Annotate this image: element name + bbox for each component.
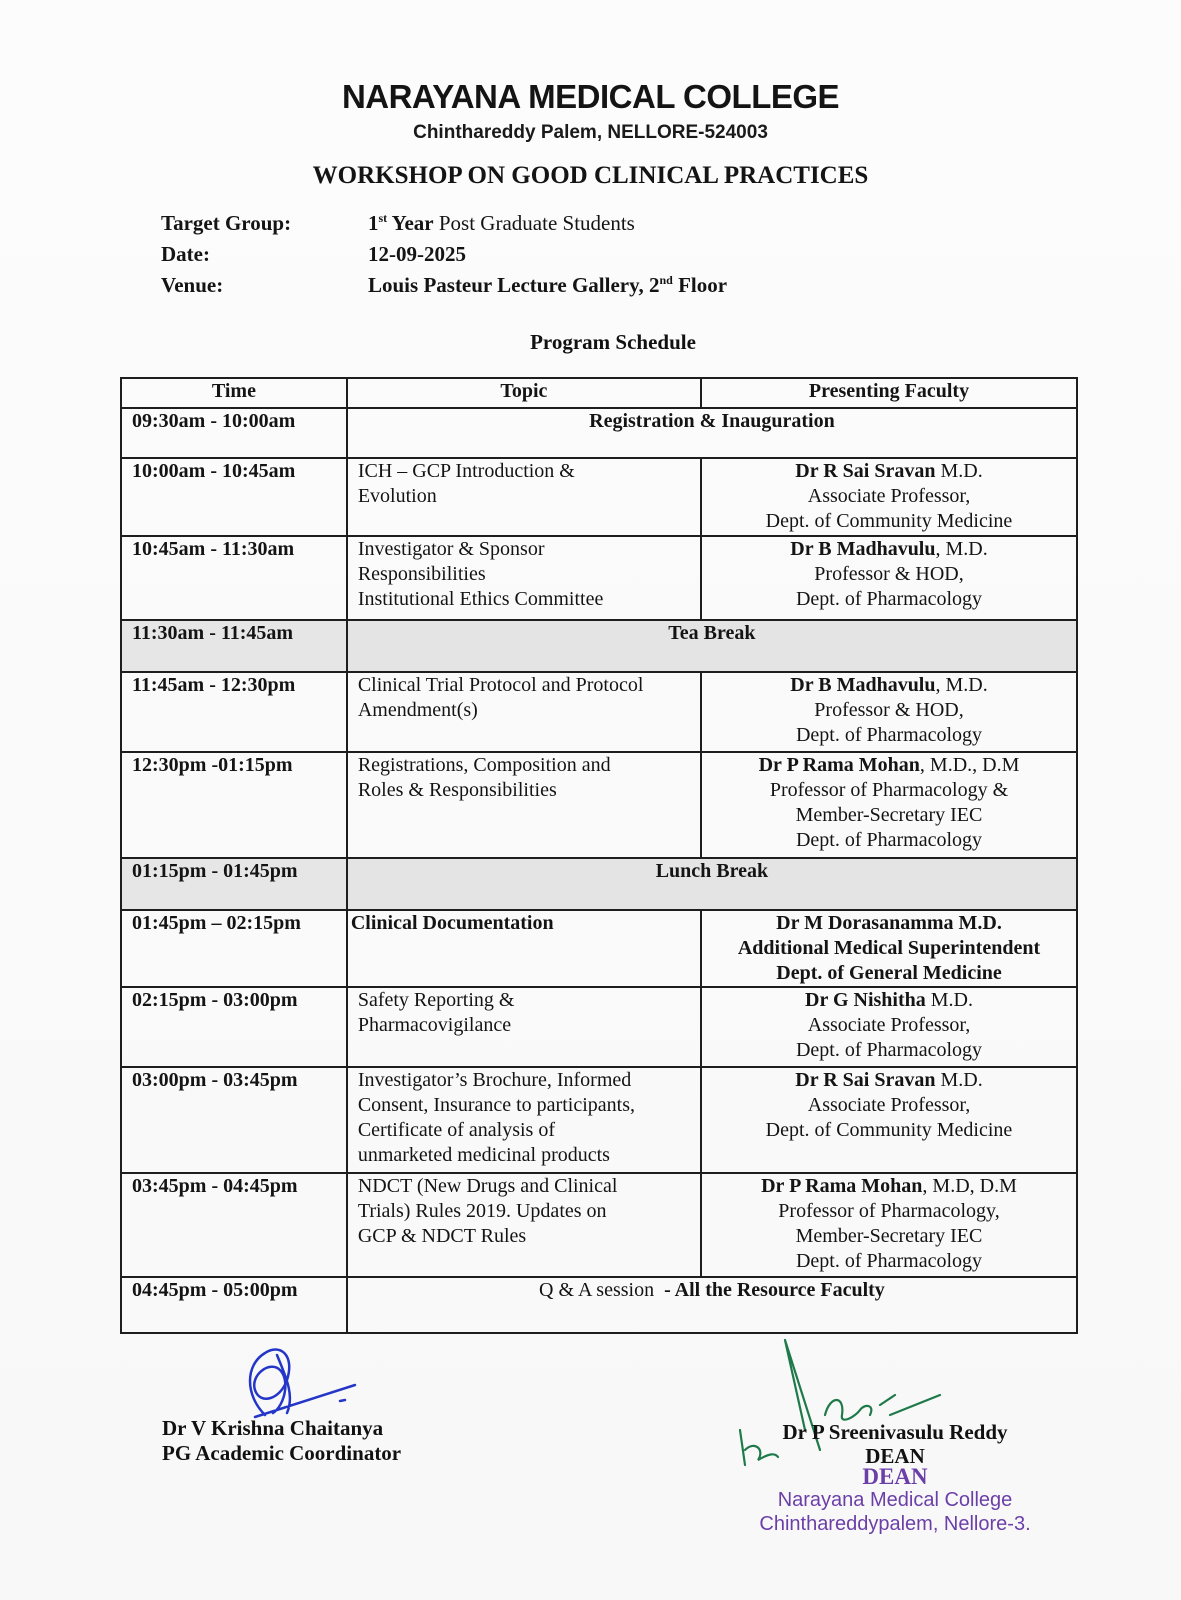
table-row bbox=[121, 672, 1077, 752]
year-word: Year bbox=[387, 211, 434, 235]
column-header-faculty: Presenting Faculty bbox=[701, 378, 1077, 408]
faculty-detail-line: Dept. of Community Medicine bbox=[765, 1119, 1013, 1141]
session-time: 10:45am - 11:30am bbox=[121, 536, 347, 620]
session-time: 09:30am - 10:00am bbox=[121, 408, 347, 458]
table-row bbox=[121, 752, 1077, 858]
stamp-title: DEAN bbox=[862, 1464, 928, 1489]
session-topic bbox=[347, 672, 701, 752]
table-row bbox=[121, 408, 1077, 458]
date-label: Date: bbox=[161, 242, 210, 266]
faculty-detail-line: Associate Professor, bbox=[807, 485, 971, 507]
topic-line: Clinical Documentation bbox=[350, 912, 554, 934]
topic-line: Roles & Responsibilities bbox=[357, 779, 557, 801]
faculty-detail-line: Member-Secretary IEC bbox=[795, 1225, 983, 1247]
program-schedule-title: Program Schedule bbox=[530, 330, 696, 354]
session-topic bbox=[347, 458, 701, 536]
faculty-detail-line: Additional Medical Superintendent bbox=[737, 937, 1041, 959]
session-topic bbox=[347, 987, 701, 1067]
break-label: Tea Break bbox=[347, 620, 1077, 672]
ordinal-suffix: st bbox=[378, 211, 388, 225]
faculty-detail-line: Professor of Pharmacology & bbox=[769, 779, 1009, 801]
break-row bbox=[121, 858, 1077, 910]
table-row bbox=[121, 1277, 1077, 1333]
session-topic bbox=[347, 910, 701, 987]
topic-line: Amendment(s) bbox=[357, 699, 478, 721]
date-value: 12-09-2025 bbox=[368, 242, 466, 266]
faculty-name-line bbox=[712, 988, 1066, 1013]
table-header-row bbox=[121, 378, 1077, 408]
session-time: 12:30pm -01:15pm bbox=[121, 752, 347, 858]
faculty-detail-line: Professor & HOD, bbox=[814, 563, 964, 585]
faculty-name-line bbox=[712, 459, 1066, 484]
session-time: 01:15pm - 01:45pm bbox=[121, 858, 347, 910]
presenting-faculty bbox=[701, 672, 1077, 752]
topic-line: unmarketed medicinal products bbox=[357, 1144, 610, 1166]
session-time: 11:45am - 12:30pm bbox=[121, 672, 347, 752]
faculty-detail-line: Dept. of Pharmacology bbox=[795, 724, 983, 746]
presenting-faculty bbox=[701, 458, 1077, 536]
presenting-faculty bbox=[701, 536, 1077, 620]
session-topic bbox=[347, 536, 701, 620]
faculty-detail-line: Dept. of Pharmacology bbox=[795, 1039, 983, 1061]
dean-title: DEAN bbox=[865, 1444, 925, 1468]
faculty-detail-line: Dept. of General Medicine bbox=[776, 962, 1002, 984]
schedule-table bbox=[120, 377, 1078, 1334]
table-row bbox=[121, 987, 1077, 1067]
session-topic bbox=[347, 752, 701, 858]
faculty-name: Dr R Sai Sravan bbox=[795, 460, 936, 482]
faculty-detail-line: Associate Professor, bbox=[807, 1094, 971, 1116]
topic-line: Registrations, Composition and bbox=[357, 754, 611, 776]
faculty-name-line bbox=[712, 673, 1066, 698]
table-row bbox=[121, 1173, 1077, 1277]
faculty-degree: , M.D, D.M bbox=[922, 1175, 1017, 1197]
faculty-degree: , M.D., D.M bbox=[919, 754, 1020, 776]
column-header-time: Time bbox=[121, 378, 347, 408]
faculty-name-line bbox=[712, 911, 1066, 936]
faculty-degree: M.D. bbox=[935, 460, 983, 482]
faculty-name-line bbox=[712, 537, 1066, 562]
topic-line: Clinical Trial Protocol and Protocol bbox=[357, 674, 644, 696]
faculty-degree: M.D. bbox=[925, 989, 973, 1011]
column-header-topic: Topic bbox=[347, 378, 701, 408]
faculty-detail-line: Member-Secretary IEC bbox=[795, 804, 983, 826]
session-span bbox=[347, 1277, 1077, 1333]
topic-line: Safety Reporting & bbox=[357, 989, 515, 1011]
target-group-value bbox=[368, 211, 635, 236]
presenting-faculty bbox=[701, 910, 1077, 987]
session-topic bbox=[347, 1067, 701, 1173]
stamp-address: Chinthareddypalem, Nellore-3. bbox=[759, 1513, 1031, 1535]
venue-value bbox=[368, 273, 727, 298]
faculty-degree: M.D. bbox=[935, 1069, 983, 1091]
faculty-detail-line: Dept. of Pharmacology bbox=[795, 588, 983, 610]
college-name: NARAYANA MEDICAL COLLEGE bbox=[341, 78, 840, 115]
college-address: Chinthareddy Palem, NELLORE-524003 bbox=[413, 122, 768, 143]
session-time: 10:00am - 10:45am bbox=[121, 458, 347, 536]
span-plain-text: Q & A session bbox=[539, 1279, 655, 1301]
dean-signature-block bbox=[770, 1420, 1020, 1468]
coordinator-signature-icon bbox=[225, 1335, 375, 1425]
stamp-college: Narayana Medical College bbox=[777, 1489, 1013, 1511]
faculty-name: Dr P Rama Mohan bbox=[761, 1175, 923, 1197]
faculty-name: Dr G Nishitha bbox=[805, 989, 926, 1011]
topic-line: ICH – GCP Introduction & bbox=[357, 460, 575, 482]
faculty-degree: , M.D. bbox=[935, 674, 988, 696]
topic-line: Institutional Ethics Committee bbox=[357, 588, 604, 610]
faculty-name-line bbox=[712, 753, 1066, 778]
coordinator-name: Dr V Krishna Chaitanya bbox=[162, 1416, 384, 1440]
session-topic bbox=[347, 1173, 701, 1277]
topic-line: NDCT (New Drugs and Clinical bbox=[357, 1175, 618, 1197]
break-row bbox=[121, 620, 1077, 672]
faculty-degree: , M.D. bbox=[935, 538, 988, 560]
faculty-name-line bbox=[712, 1174, 1066, 1199]
venue-label: Venue: bbox=[161, 273, 224, 297]
faculty-detail-line: Professor of Pharmacology, bbox=[778, 1200, 1000, 1222]
venue-post: Floor bbox=[672, 273, 728, 297]
break-label: Lunch Break bbox=[347, 858, 1077, 910]
workshop-title: WORKSHOP ON GOOD CLINICAL PRACTICES bbox=[312, 162, 869, 189]
coordinator-title: PG Academic Coordinator bbox=[162, 1441, 402, 1465]
faculty-name: Dr B Madhavulu bbox=[790, 538, 936, 560]
topic-line: Investigator & Sponsor bbox=[357, 538, 545, 560]
dean-name: Dr P Sreenivasulu Reddy bbox=[782, 1420, 1008, 1444]
span-bold-text: - All the Resource Faculty bbox=[654, 1279, 885, 1301]
schedule-body bbox=[121, 408, 1077, 1333]
topic-line: Evolution bbox=[357, 485, 437, 507]
session-time: 11:30am - 11:45am bbox=[121, 620, 347, 672]
topic-line: Consent, Insurance to participants, bbox=[357, 1094, 635, 1116]
faculty-detail-line: Dept. of Pharmacology bbox=[795, 1250, 983, 1272]
faculty-detail-line: Dept. of Pharmacology bbox=[795, 829, 983, 851]
topic-line: GCP & NDCT Rules bbox=[357, 1225, 527, 1247]
topic-line: Pharmacovigilance bbox=[357, 1014, 512, 1036]
faculty-name-line bbox=[712, 1068, 1066, 1093]
faculty-detail-line: Professor & HOD, bbox=[814, 699, 964, 721]
presenting-faculty bbox=[701, 1067, 1077, 1173]
topic-line: Trials) Rules 2019. Updates on bbox=[357, 1200, 607, 1222]
faculty-name: Dr B Madhavulu bbox=[790, 674, 936, 696]
table-row bbox=[121, 536, 1077, 620]
coordinator-signature-block bbox=[162, 1416, 401, 1466]
session-time: 03:45pm - 04:45pm bbox=[121, 1173, 347, 1277]
topic-line: Certificate of analysis of bbox=[357, 1119, 555, 1141]
session-time: 02:15pm - 03:00pm bbox=[121, 987, 347, 1067]
target-group-label: Target Group: bbox=[161, 211, 292, 235]
presenting-faculty bbox=[701, 1173, 1077, 1277]
faculty-name: Dr R Sai Sravan bbox=[795, 1069, 936, 1091]
presenting-faculty bbox=[701, 752, 1077, 858]
session-time: 03:00pm - 03:45pm bbox=[121, 1067, 347, 1173]
faculty-detail-line: Dept. of Community Medicine bbox=[765, 510, 1013, 532]
ordinal: 1 bbox=[368, 211, 379, 235]
table-row bbox=[121, 910, 1077, 987]
session-time: 04:45pm - 05:00pm bbox=[121, 1277, 347, 1333]
topic-line: Investigator’s Brochure, Informed bbox=[357, 1069, 632, 1091]
session-time: 01:45pm – 02:15pm bbox=[121, 910, 347, 987]
dean-stamp bbox=[730, 1466, 1060, 1536]
table-row bbox=[121, 458, 1077, 536]
target-group-rest: Post Graduate Students bbox=[433, 211, 635, 235]
venue-pre: Louis Pasteur Lecture Gallery, 2 bbox=[368, 273, 660, 297]
topic-line: Responsibilities bbox=[357, 563, 486, 585]
session-span: Registration & Inauguration bbox=[347, 408, 1077, 458]
presenting-faculty bbox=[701, 987, 1077, 1067]
faculty-name: Dr P Rama Mohan bbox=[758, 754, 920, 776]
venue-suffix: nd bbox=[659, 273, 673, 287]
faculty-name: Dr M Dorasanamma M.D. bbox=[776, 912, 1002, 934]
table-row bbox=[121, 1067, 1077, 1173]
faculty-detail-line: Associate Professor, bbox=[807, 1014, 971, 1036]
